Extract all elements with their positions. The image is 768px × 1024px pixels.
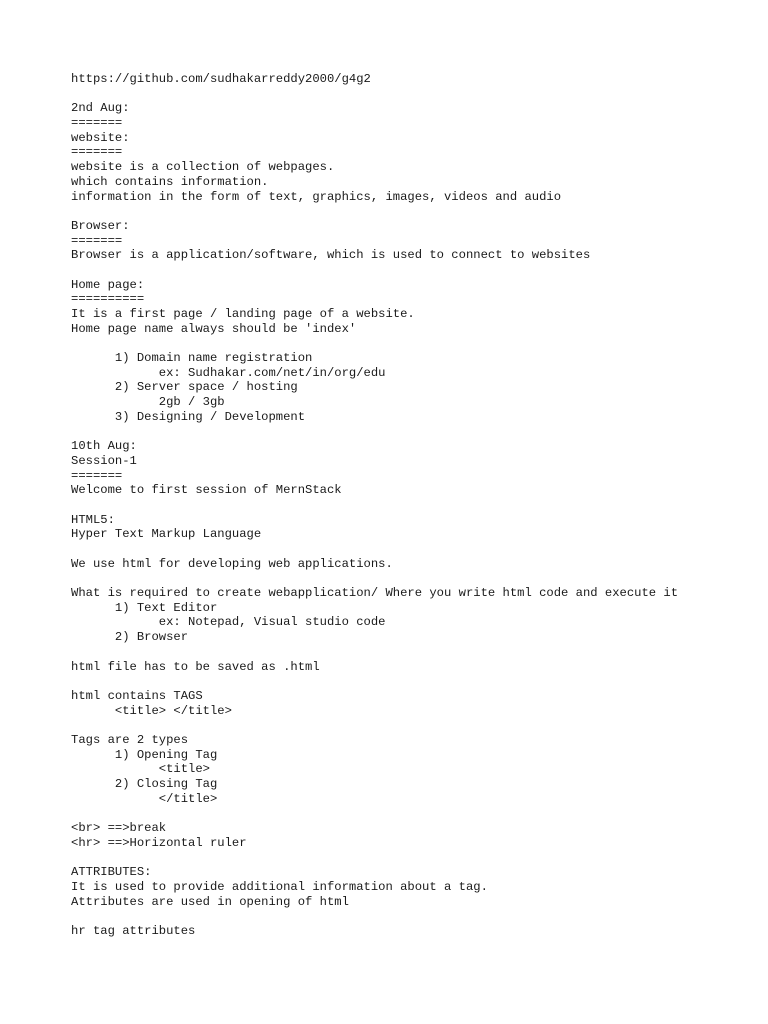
text-line: Browser:: [71, 218, 130, 233]
text-line: =======: [71, 233, 123, 248]
text-line: What is required to create webapplication/ Where you write html code and execute it: [71, 586, 679, 601]
text-line: <title> </title>: [71, 703, 232, 718]
text-line: https://github.com/sudhakarreddy2000/g4g2: [71, 72, 371, 86]
text-line: [71, 645, 761, 660]
text-line: <br> ==>break: [71, 821, 167, 836]
text-line: =======: [71, 468, 123, 483]
text-line: It is used to provide additional information about a tag.: [71, 879, 488, 894]
text-line: HTML5:: [71, 512, 115, 527]
text-line: ATTRIBUTES:: [71, 865, 152, 880]
text-line: ==========: [71, 292, 145, 307]
text-line: [71, 571, 761, 586]
text-line: 1) Text Editor: [71, 600, 218, 615]
text-line: html contains TAGS: [71, 688, 203, 703]
text-line: ex: Notepad, Visual studio code: [71, 615, 386, 630]
text-line: ex: Sudhakar.com/net/in/org/edu: [71, 365, 386, 380]
text-line: 2) Server space / hosting: [71, 380, 298, 395]
text-line: 10th Aug:: [71, 439, 137, 454]
text-line: 2) Closing Tag: [71, 777, 218, 791]
text-line: Welcome to first session of MernStack: [71, 483, 342, 498]
text-line: [71, 674, 761, 689]
text-line: [71, 336, 761, 351]
text-line: information in the form of text, graphics, images, videos and audio: [71, 189, 562, 204]
text-line: 2nd Aug:: [71, 101, 130, 116]
text-line: html file has to be saved as .html: [71, 659, 320, 674]
text-line: </title>: [71, 791, 218, 806]
text-line: Browser is a application/software, which is used to connect to websites: [71, 248, 591, 263]
text-line: It is a first page / landing page of a website.: [71, 307, 415, 321]
text-line: 1) Opening Tag: [71, 747, 218, 762]
text-line: 2gb / 3gb: [71, 395, 225, 410]
text-line: [71, 718, 761, 733]
text-line: [71, 850, 761, 865]
text-line: 3) Designing / Development: [71, 409, 306, 424]
text-line: Session-1: [71, 453, 137, 468]
text-line: =======: [71, 116, 123, 131]
text-line: 1) Domain name registration: [71, 351, 313, 366]
text-line: [71, 909, 761, 924]
text-line: [71, 806, 761, 821]
text-line: [71, 425, 761, 440]
text-line: <hr> ==>Horizontal ruler: [71, 835, 247, 850]
text-line: [71, 498, 761, 513]
text-line: <title>: [71, 762, 210, 777]
text-line: website is a collection of webpages.: [71, 160, 335, 175]
text-line: [71, 542, 761, 557]
text-line: 2) Browser: [71, 630, 189, 645]
text-line: [71, 87, 761, 102]
text-line: Attributes are used in opening of html: [71, 894, 349, 909]
text-line: hr tag attributes: [71, 923, 196, 938]
text-line: =======: [71, 145, 123, 160]
text-line: [71, 263, 761, 278]
text-line: which contains information.: [71, 174, 269, 189]
text-line: website:: [71, 130, 130, 145]
text-line: [71, 204, 761, 219]
text-line: Home page:: [71, 277, 145, 292]
text-line: Home page name always should be 'index': [71, 321, 357, 336]
document-page: [71, 72, 761, 939]
text-line: Hyper Text Markup Language: [71, 527, 262, 542]
text-line: Tags are 2 types: [71, 732, 189, 747]
text-line: We use html for developing web applications.: [71, 556, 393, 571]
